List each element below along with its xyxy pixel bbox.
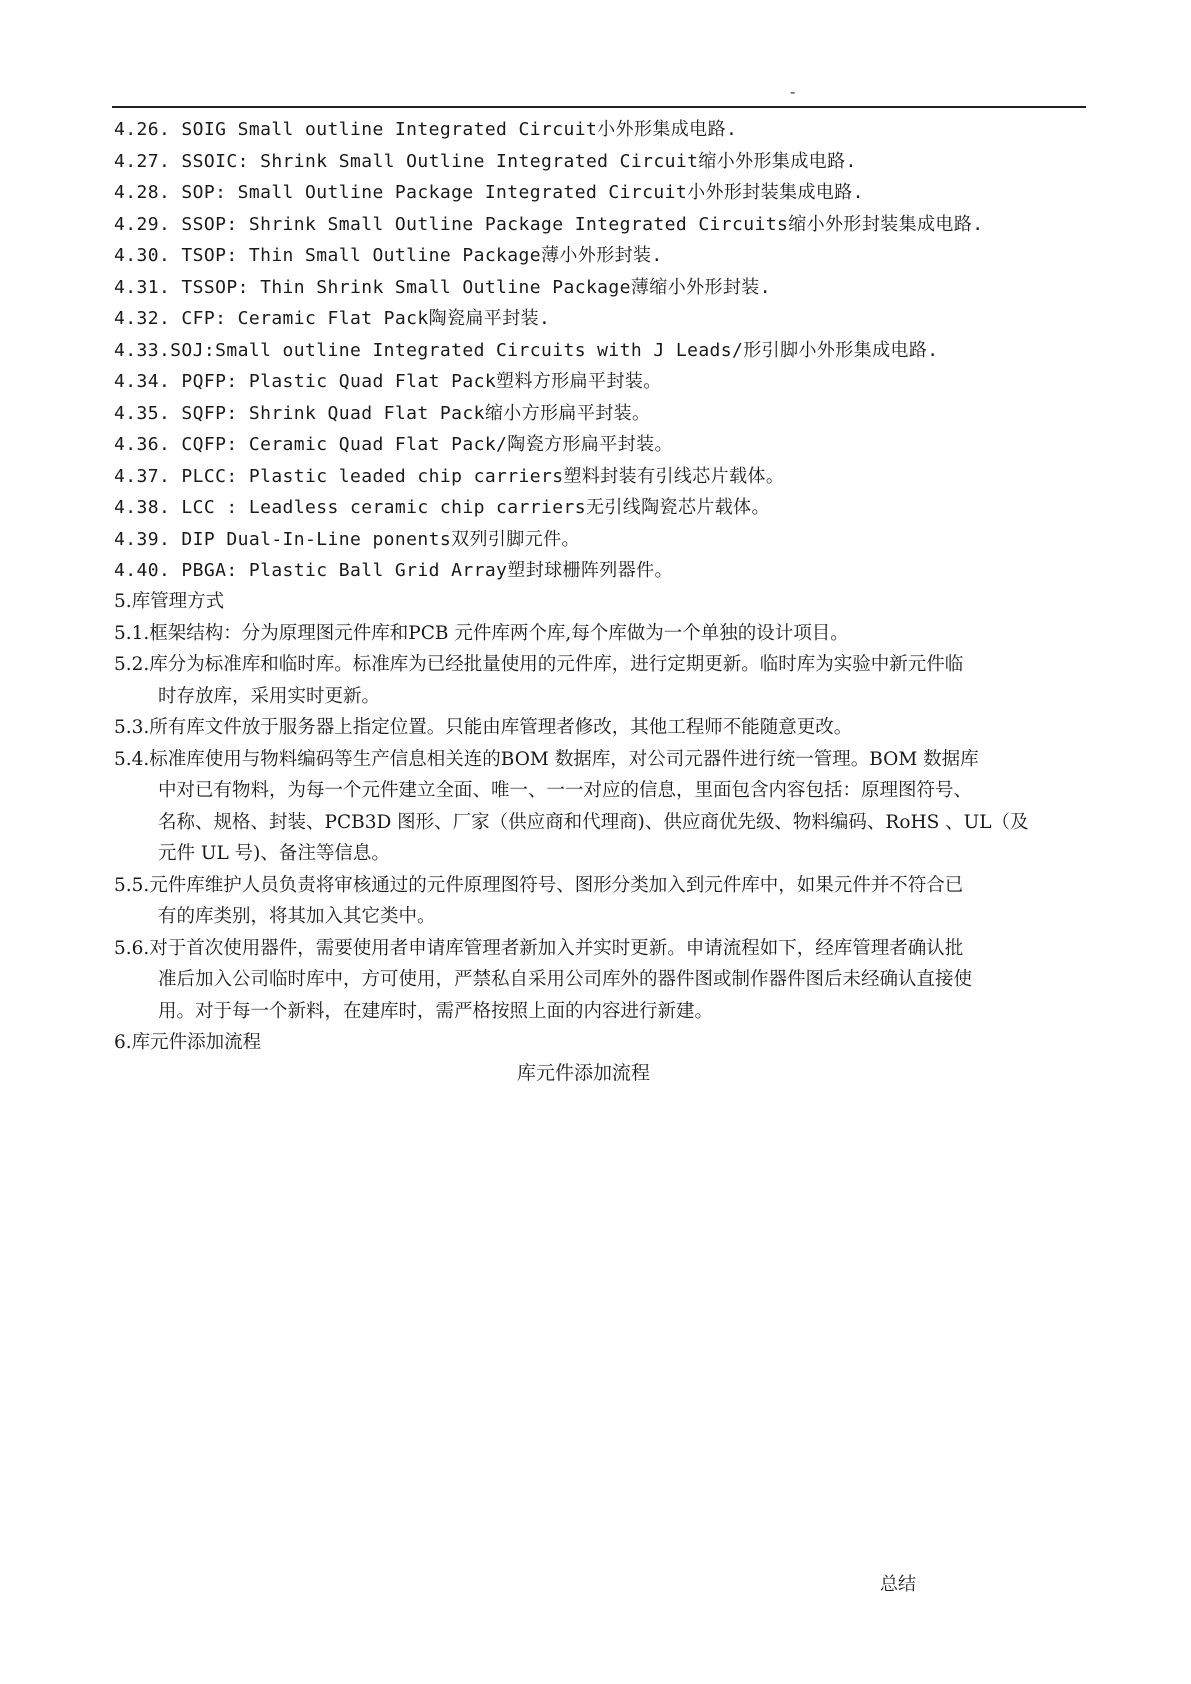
term-line-4-39: 4.39. DIP Dual-In-Line ponents双列引脚元件。 bbox=[114, 528, 580, 550]
term-line-4-40: 4.40. PBGA: Plastic Ball Grid Array塑封球栅阵列器件。 bbox=[114, 560, 673, 581]
figure-caption: 库元件添加流程 bbox=[516, 1062, 650, 1084]
term-line-4-29: 4.29. SSOP: Shrink Small Outline Package Integrated Circuits缩小外形封装集成电路. bbox=[114, 213, 984, 235]
item-5-6-line-3: 用。对于每一个新料，在建库时，需严格按照上面的内容进行新建。 bbox=[158, 1000, 714, 1022]
item-5-5-line-2: 有的库类别，将其加入其它类中。 bbox=[158, 906, 436, 927]
item-5-2-line-2: 时存放库，采用实时更新。 bbox=[158, 685, 381, 707]
item-5-1: 5.1.框架结构：分为原理图元件库和PCB 元件库两个库,每个库做为一个单独的设计项目。 bbox=[114, 622, 849, 644]
term-line-4-35: 4.35. SQFP: Shrink Quad Flat Pack缩小方形扁平封装。 bbox=[114, 402, 651, 424]
term-line-4-36: 4.36. CQFP: Ceramic Quad Flat Pack/陶瓷方形扁平封装。 bbox=[114, 434, 673, 455]
item-5-6-line-2: 准后加入公司临时库中，方可使用，严禁私自采用公司库外的器件图或制作器件图后未经确认直接使 bbox=[158, 969, 973, 990]
item-5-6-line-1: 5.6.对于首次使用器件，需要使用者申请库管理者新加入并实时更新。申请流程如下，经库管理者确认批 bbox=[114, 937, 964, 959]
package-term-list bbox=[114, 114, 1094, 587]
term-line-4-31: 4.31. TSSOP: Thin Shrink Small Outline Package薄缩小外形封装. bbox=[114, 276, 771, 298]
term-line-4-37: 4.37. PLCC: Plastic leaded chip carriers塑料封装有引线芯片载体。 bbox=[114, 465, 785, 487]
item-5-4-line-2: 中对已有物料，为每一个元件建立全面、唯一、一一对应的信息，里面包含内容包括：原理图符号、 bbox=[158, 780, 973, 801]
term-line-4-27: 4.27. SSOIC: Shrink Small Outline Integrated Circuit缩小外形集成电路. bbox=[114, 150, 857, 172]
item-5-4-line-4: 元件 UL 号)、备注等信息。 bbox=[158, 843, 390, 864]
item-5-4-line-1: 5.4.标准库使用与物料编码等生产信息相关连的BOM 数据库，对公司元器件进行统一管理。BOM 数据库 bbox=[114, 748, 979, 770]
section-6-heading: 6.库元件添加流程 bbox=[114, 1032, 262, 1053]
item-5-3: 5.3.所有库文件放于服务器上指定位置。只能由库管理者修改，其他工程师不能随意更改。 bbox=[114, 717, 853, 738]
term-line-4-30: 4.30. TSOP: Thin Small Outline Package薄小外形封装. bbox=[114, 245, 663, 266]
term-line-4-32: 4.32. CFP: Ceramic Flat Pack陶瓷扁平封装. bbox=[114, 308, 551, 329]
term-line-4-28: 4.28. SOP: Small Outline Package Integrated Circuit小外形封装集成电路. bbox=[114, 182, 864, 203]
term-line-4-38: 4.38. LCC : Leadless ceramic chip carriers无引线陶瓷芯片载体。 bbox=[114, 497, 770, 518]
term-line-4-34: 4.34. PQFP: Plastic Quad Flat Pack塑料方形扁平封装。 bbox=[114, 371, 662, 392]
header-mark: - bbox=[790, 84, 796, 101]
term-line-4-33: 4.33.SOJ:Small outline Integrated Circuits with J Leads/形引脚小外形集成电路. bbox=[114, 339, 939, 361]
item-5-2-line-1: 5.2.库分为标准库和临时库。标准库为已经批量使用的元件库，进行定期更新。临时库为实验中新元件临 bbox=[114, 654, 964, 675]
footer-mark: 总结 bbox=[880, 1574, 916, 1595]
item-5-4-line-3: 名称、规格、封装、PCB3D 图形、厂家（供应商和代理商)、供应商优先级、物料编码、RoHS 、UL（及 bbox=[158, 811, 1029, 833]
library-management-section bbox=[114, 586, 1094, 1059]
item-5-5-line-1: 5.5.元件库维护人员负责将审核通过的元件原理图符号、图形分类加入到元件库中，如果元件并不符合已 bbox=[114, 874, 964, 896]
section-5-heading: 5.库管理方式 bbox=[114, 591, 225, 612]
header-rule bbox=[112, 106, 1086, 108]
term-line-4-26: 4.26. SOIG Small outline Integrated Circuit小外形集成电路. bbox=[114, 119, 738, 140]
